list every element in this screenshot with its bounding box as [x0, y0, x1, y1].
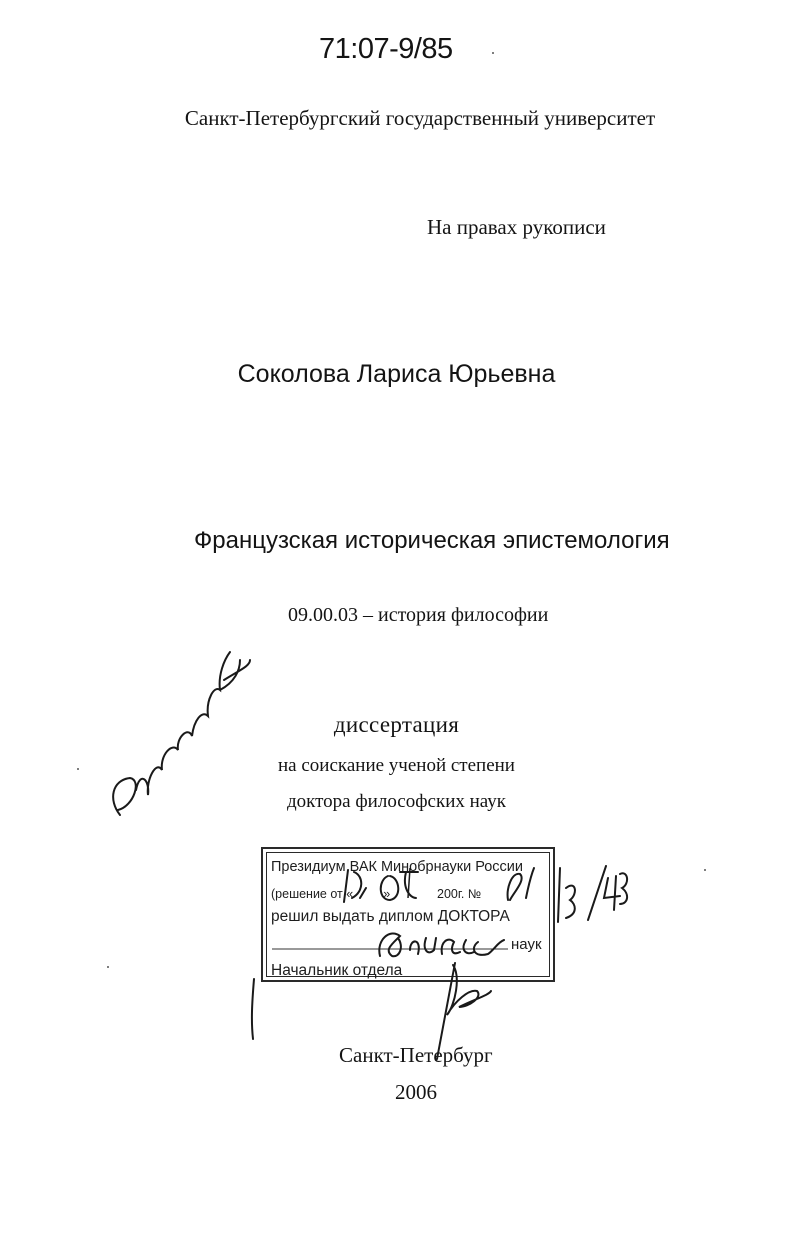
degree-line-2: доктора философских наук: [286, 791, 506, 812]
right-number-handwriting-icon: [548, 860, 628, 930]
author-name: Соколова Лариса Юрьевна: [237, 360, 556, 388]
stamp-line-head: Начальник отдела: [271, 962, 403, 979]
catalog-number: 71:07-9/85: [319, 33, 453, 65]
stamp-decision-close: »: [383, 887, 391, 901]
thesis-title: Французская историческая эпистемология: [194, 527, 670, 554]
university-name: Санкт-Петербургский государственный университет: [184, 106, 656, 130]
document-type: диссертация: [333, 712, 460, 737]
stamp-date-handwriting-icon: [330, 858, 560, 918]
stamp-number-label: г. №: [457, 887, 482, 901]
head-signature-icon: [425, 955, 505, 1065]
left-signature-icon: [90, 630, 260, 830]
thesis-specialty: 09.00.03 – история философии: [288, 604, 549, 626]
margin-stroke-icon: [244, 975, 264, 1045]
manuscript-note: На правах рукописи: [427, 215, 606, 239]
scan-speck: [107, 966, 109, 968]
degree-line-1: на соискание ученой степени: [278, 755, 515, 776]
scan-speck: [492, 52, 494, 54]
city: Санкт-Петербург: [339, 1043, 493, 1067]
stamp-line-presidium: Президиум ВАК Минобрнауки России: [271, 859, 524, 875]
scan-speck: [77, 768, 79, 770]
year: 2006: [395, 1080, 437, 1104]
scan-speck: [704, 869, 706, 871]
stamp-decision-open: (решение от «: [271, 887, 354, 901]
stamp-line-diploma: решил выдать диплом ДОКТОРА: [271, 908, 510, 925]
stamp-line-sciences: наук: [511, 936, 542, 953]
stamp-year-prefix: 200: [437, 887, 458, 901]
